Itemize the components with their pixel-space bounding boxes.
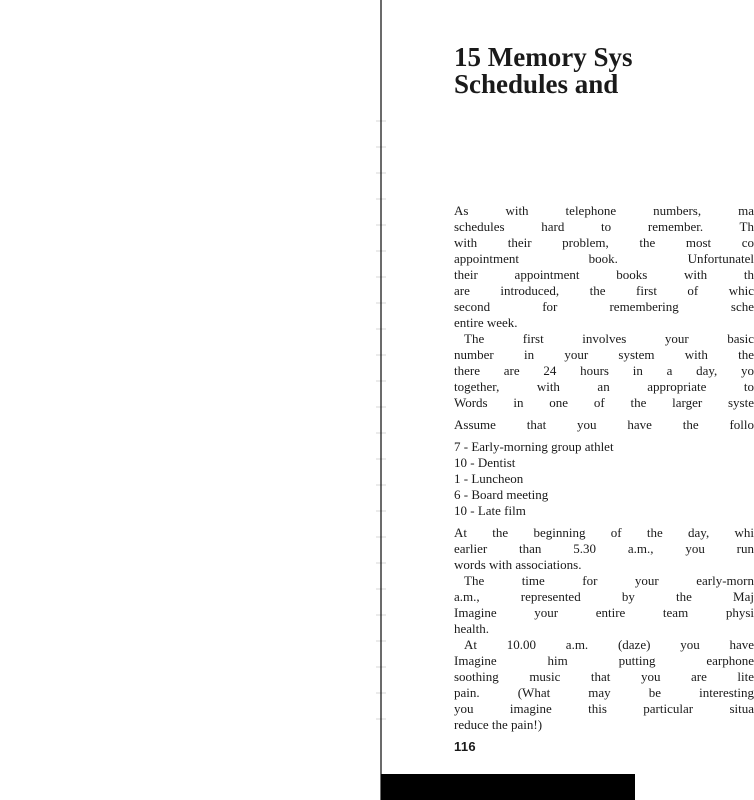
text-line: a.m., represented by the Maj [454, 589, 754, 604]
text-line: At 10.00 a.m. (daze) you have [464, 637, 754, 652]
text-line: Words in one of the larger syste [454, 395, 754, 410]
schedule-list [454, 439, 754, 519]
text-line: appointment book. Unfortunatel [454, 251, 754, 266]
paragraph-1 [454, 203, 754, 331]
chapter-title-line-2: Schedules and [454, 69, 619, 99]
text-line: reduce the pain!) [454, 717, 543, 732]
paragraph-3 [454, 417, 754, 433]
text-line: Assume that you have the follo [454, 417, 754, 432]
text-line: entire week. [454, 315, 518, 330]
text-line: Imagine him putting earphone [454, 653, 754, 668]
text-line: with their problem, the most co [454, 235, 754, 250]
scan-edge-shadow [381, 774, 635, 800]
text-line: soothing music that you are lite [454, 669, 754, 684]
page-number: 116 [454, 739, 476, 754]
text-line: there are 24 hours in a day, yo [454, 363, 754, 378]
text-line: health. [454, 621, 490, 636]
chapter-title [454, 44, 632, 98]
text-line: are introduced, the first of whic [454, 283, 754, 298]
spine-shadow [376, 120, 386, 720]
schedule-item: 10 - Dentist [454, 455, 516, 470]
text-line: Imagine your entire team physi [454, 605, 754, 620]
book-page [454, 0, 754, 774]
text-line: words with associations. [454, 557, 582, 572]
text-line: schedules hard to remember. Th [454, 219, 754, 234]
text-line: together, with an appropriate to [454, 379, 754, 394]
text-line: you imagine this particular situa [454, 701, 754, 716]
schedule-item: 6 - Board meeting [454, 487, 549, 502]
text-line: second for remembering sche [454, 299, 754, 314]
schedule-item: 7 - Early-morning group athlet [454, 439, 614, 454]
paragraph-6 [454, 637, 754, 733]
text-line: earlier than 5.30 a.m., you run [454, 541, 754, 556]
text-line: At the beginning of the day, whi [454, 525, 754, 540]
body-text [454, 203, 754, 733]
paragraph-4 [454, 525, 754, 573]
schedule-item: 1 - Luncheon [454, 471, 524, 486]
chapter-title-line-1: 15 Memory Sys [454, 42, 633, 72]
paragraph-5 [454, 573, 754, 637]
text-line: number in your system with the [454, 347, 754, 362]
text-line: their appointment books with th [454, 267, 754, 282]
text-line: As with telephone numbers, ma [454, 203, 754, 218]
schedule-item: 10 - Late film [454, 503, 526, 518]
text-line: The time for your early-morn [464, 573, 754, 588]
text-line: The first involves your basic [464, 331, 754, 346]
paragraph-2 [454, 331, 754, 411]
text-line: pain. (What may be interesting [454, 685, 754, 700]
